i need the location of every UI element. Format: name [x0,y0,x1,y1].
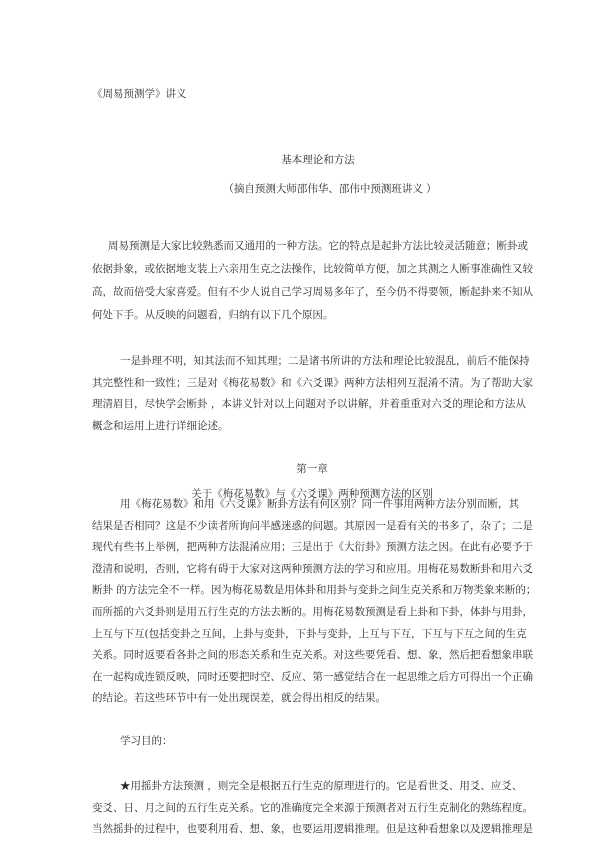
text-line: 而所摇的六爻卦则是用五行生克的方法去断的。用梅花易数预测是看上卦和下卦，体卦与用卦， [92,605,533,618]
study-paragraph [92,776,533,841]
chapter-title: 关于《梅花易数》与《六爻课》两种预测方法的区别 [191,488,433,500]
text-line: 其完整性和一致性；三是对《梅花易数》和《六爻课》两种方法相列互混淆不清。为了帮助大家 [92,376,533,389]
text-line: 理清眉目，尽快学会断卦 ，本讲义针对以上问题对予以讲解，并着重重对六爻的理论和方法从 [92,398,526,411]
chapter-number: 第一章 [296,463,328,475]
section-subtitle: （摘自预测大师邵伟华、邵伟中预测班讲义 ） [223,183,437,195]
text-line: ★用摇卦方法预测 ，则完全是根据五行生克的原理进行的。它是看世爻、用爻、应爻、 [120,780,523,792]
text-line: 周易预测是大家比较熟悉而又通用的一种方法。它的特点是起卦方法比较灵活随意；断卦或 [108,240,528,252]
text-line: 澄清和说明，否则，它将有碍于大家对这两种预测方法的学习和应用。用梅花易数断卦和用六爻 [92,562,533,575]
text-line: 一是卦理不明，知其法而不知其理；二是诸书所讲的方法和理论比较混乱，前后不能保持 [120,355,530,367]
intro-paragraph-1 [92,235,533,327]
text-line: 上互与下互(包括变卦之互间，上卦与变卦，下卦与变卦，上互与下互，下互与下互之间的生克 [92,627,527,640]
text-line: 现代有些书上举例，把两种方法混淆应用；三是出于《大衍卦》预测方法之因。在此有必要予于 [92,541,533,554]
text-line: 在一起构成连锁反映，同时还要把时空、反应、第一感觉结合在一起思维之后方可得出一个正确 [92,670,533,683]
chapter-paragraph [92,494,537,710]
text-line: 变爻、日、月之间的五行生克关系。它的准确度完全来源于预测者对五行生克制化的熟练程度。 [92,801,533,814]
text-line: 高，故而倍受大家喜爱。但有不少人说自己学习周易多年了，至今仍不得要领，断起卦来不知从 [92,286,533,298]
section-heading: 基本理论和方法 [281,154,355,166]
text-line: 当然摇卦的过程中，也要利用看、想、象，也要运用逻辑推理。但是这种看想象以及逻辑推理是 [92,823,533,836]
text-line: 用《梅花易数》和用《六爻课》断卦方法有何区别？同一件事用两种方法分别而断，其 [120,498,519,510]
text-line: 的结论。若这些环节中有一处出现误差，就会得出相反的结果。 [92,692,386,705]
text-line: 何处下手。从反映的问题看，归纳有以下几个原因。 [92,309,334,321]
text-line: 断卦 的方法完全不一样。因为梅花易数是用体卦和用卦与变卦之间生克关系和万物类象来断的； [92,584,537,597]
text-line: 关系。同时返要看各卦之间的形态关系和生克关系。对这些要凭看、想、象，然后把看想象串联 [92,649,533,662]
text-line: 概念和运用上进行详细论述。 [92,419,229,432]
intro-paragraph-2 [92,351,533,437]
document-title: 《周易预测学》讲义 [92,88,187,100]
text-line: 依据卦象，或依据地支装上六亲用生克之法操作，比较简单方便，加之其测之人断事准确性又较 [92,263,533,275]
text-line: 结果是否相同？这是不少读者所询问半感迷惑的问题。其原因一是看有关的书多了，杂了；二是 [92,519,533,532]
study-goal-label: 学习目的： [120,735,173,747]
